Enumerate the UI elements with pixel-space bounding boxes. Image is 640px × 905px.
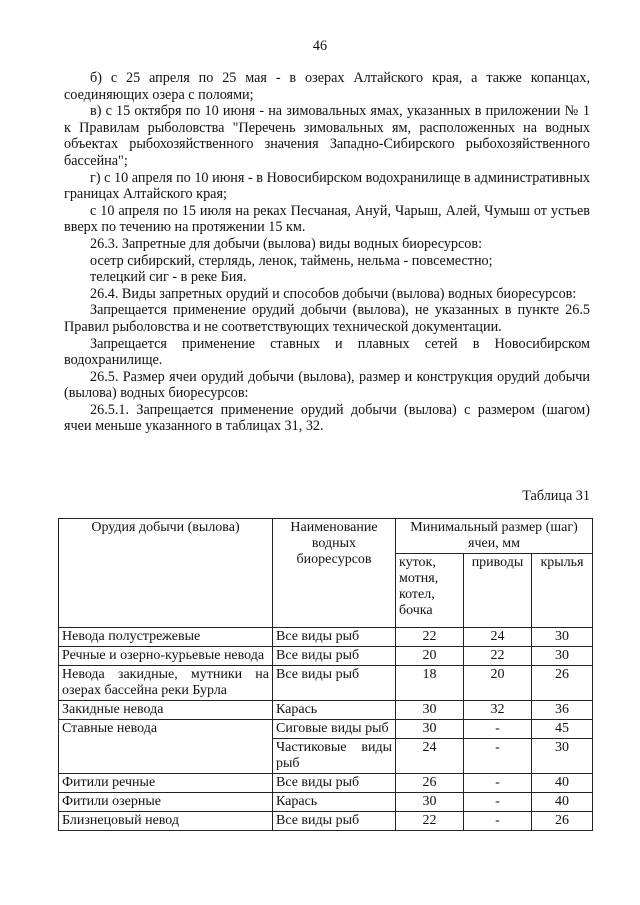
cell-gear: Речные и озерно-курьевые невода — [59, 647, 273, 666]
cell-value: 26 — [396, 774, 464, 793]
paragraph: 26.4. Виды запретных орудий и способов добычи (вылова) водных биоресурсов: — [90, 285, 577, 302]
cell-value: 30 — [532, 739, 593, 774]
paragraph: Запрещается применение ставных и плавных сетей в Новосибирском водохранилище. — [64, 335, 590, 369]
paragraph: Запрещается применение орудий добычи (вылова), не указанных в пункте 26.5 Правил рыболовства и не соответствующих технической документации. — [64, 302, 590, 335]
header-species: Наименование водных биоресурсов — [273, 519, 396, 628]
header-gear: Орудия добычи (вылова) — [59, 519, 273, 628]
table-caption: Таблица 31 — [522, 488, 590, 504]
table-row — [59, 793, 593, 812]
paragraph: 26.3. Запретные для добычи (вылова) виды водных биоресурсов: — [90, 235, 483, 252]
cell-species: Частиковые виды рыб — [273, 739, 396, 774]
cell-value: 30 — [396, 720, 464, 739]
cell-value: - — [464, 774, 532, 793]
mesh-size-table — [58, 518, 593, 831]
paragraph: 26.5.1. Запрещается применение орудий добычи (вылова) с размером (шагом) ячеи меньше указанного в таблицах 31, 32. — [64, 401, 590, 435]
cell-value: 40 — [532, 774, 593, 793]
cell-species: Все виды рыб — [273, 812, 396, 831]
table-row — [59, 720, 593, 739]
table-row — [59, 812, 593, 831]
cell-species: Карась — [273, 793, 396, 812]
paragraph: осетр сибирский, стерлядь, ленок, таймень, нельма - повсеместно; — [90, 252, 493, 269]
header-privody: приводы — [464, 554, 532, 628]
page-number: 46 — [312, 38, 328, 54]
cell-value: 24 — [396, 739, 464, 774]
body-text — [64, 70, 590, 435]
cell-value: 24 — [464, 628, 532, 647]
header-min-size: Минимальный размер (шаг) ячеи, мм — [396, 519, 593, 554]
cell-value: - — [464, 739, 532, 774]
header-kutok: куток, мотня, котел, бочка — [396, 554, 464, 628]
cell-gear: Фитили озерные — [59, 793, 273, 812]
cell-gear: Фитили речные — [59, 774, 273, 793]
paragraph: с 10 апреля по 15 июля на реках Песчаная, Ануй, Чарыш, Алей, Чумыш от устьев вверх по течению на протяжении 15 км. — [64, 202, 590, 236]
paragraph: б) с 25 апреля по 25 мая - в озерах Алтайского края, а также копанцах, соединяющих озера с полоями; — [64, 70, 590, 103]
paragraph: в) с 15 октября по 10 июня - на зимовальных ямах, указанных в приложении № 1 к Правилам рыболовства "Перечень зимовальных ям, расположенных на водных объектах рыбохозяйственного значения Западно-Сибирского рыбохозяйственного бассейна"; — [64, 103, 590, 169]
cell-species: Карась — [273, 701, 396, 720]
cell-gear: Невода полустрежевые — [59, 628, 273, 647]
table-row — [59, 666, 593, 701]
cell-value: 32 — [464, 701, 532, 720]
cell-gear: Ставные невода — [59, 720, 273, 774]
cell-species: Сиговые виды рыб — [273, 720, 396, 739]
table-row — [59, 628, 593, 647]
cell-value: 20 — [464, 666, 532, 701]
cell-gear: Невода закидные, мутники на озерах бассейна реки Бурла — [59, 666, 273, 701]
cell-value: 18 — [396, 666, 464, 701]
paragraph: телецкий сиг - в реке Бия. — [90, 269, 247, 286]
cell-value: 26 — [532, 812, 593, 831]
cell-value: 40 — [532, 793, 593, 812]
cell-value: 22 — [396, 812, 464, 831]
cell-species: Все виды рыб — [273, 666, 396, 701]
cell-value: 30 — [532, 628, 593, 647]
cell-species: Все виды рыб — [273, 647, 396, 666]
cell-species: Все виды рыб — [273, 628, 396, 647]
cell-value: 30 — [532, 647, 593, 666]
paragraph: 26.5. Размер ячеи орудий добычи (вылова), размер и конструкция орудий добычи (вылова) водных биоресурсов: — [64, 368, 590, 402]
table-header-row — [59, 519, 593, 554]
cell-value: 30 — [396, 701, 464, 720]
cell-value: 22 — [396, 628, 464, 647]
cell-value: 22 — [464, 647, 532, 666]
cell-value: - — [464, 812, 532, 831]
header-krylya: крылья — [532, 554, 593, 628]
table-row — [59, 647, 593, 666]
cell-value: 45 — [532, 720, 593, 739]
cell-value: - — [464, 720, 532, 739]
table-row — [59, 701, 593, 720]
paragraph: г) с 10 апреля по 10 июня - в Новосибирском водохранилище в административных границах Алтайского края; — [64, 169, 590, 203]
cell-value: 26 — [532, 666, 593, 701]
cell-value: 36 — [532, 701, 593, 720]
cell-value: 20 — [396, 647, 464, 666]
cell-value: 30 — [396, 793, 464, 812]
cell-value: - — [464, 793, 532, 812]
cell-gear: Закидные невода — [59, 701, 273, 720]
table-row — [59, 774, 593, 793]
cell-species: Все виды рыб — [273, 774, 396, 793]
cell-gear: Близнецовый невод — [59, 812, 273, 831]
